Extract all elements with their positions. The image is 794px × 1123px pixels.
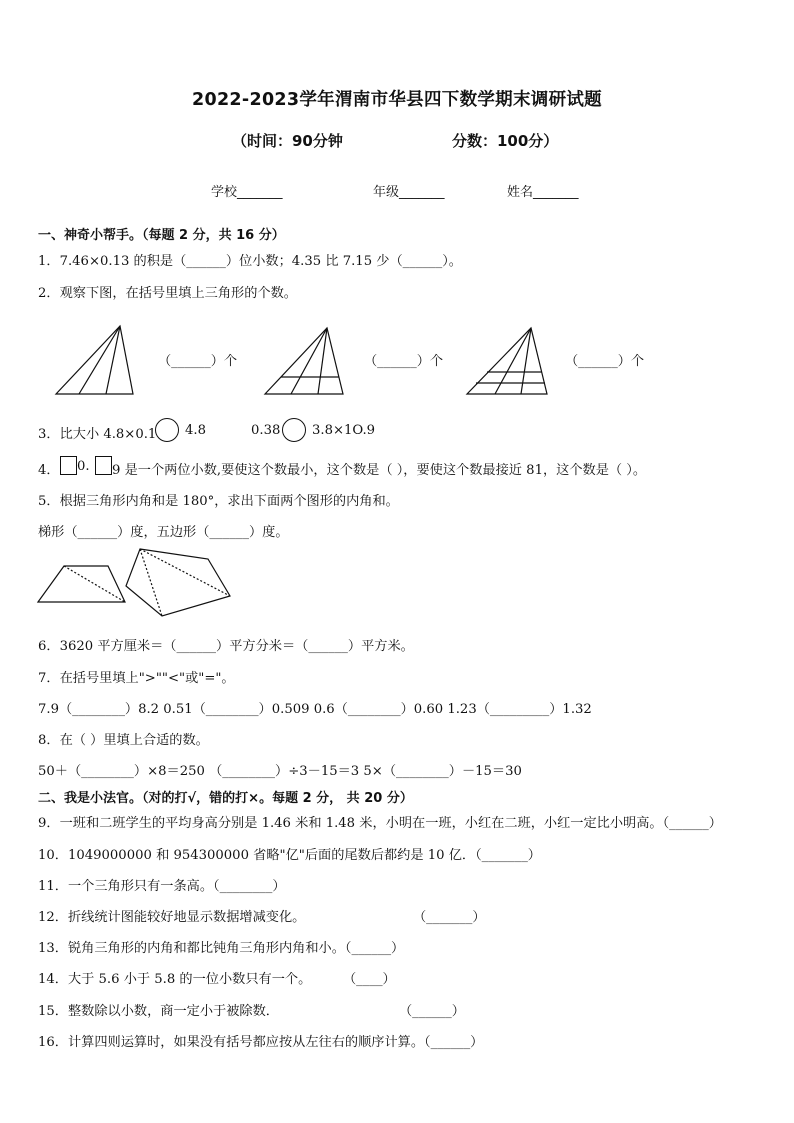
question-4-decimal: 0.: [77, 459, 90, 474]
name-field: 姓名_______: [507, 185, 579, 200]
exam-time: （时间：90分钟: [232, 132, 343, 150]
question-4-number: 4．: [38, 463, 60, 478]
question-2: 2．观察下图，在括号里填上三角形的个数。: [38, 286, 297, 301]
question-5: 5．根据三角形内角和是 180°，求出下面两个图形的内角和。: [38, 494, 399, 509]
section-1-heading: 一、神奇小帮手。（每题 2 分，共 16 分）: [38, 228, 285, 243]
q2-blank-1[interactable]: （______）个: [158, 354, 238, 369]
question-3-mid: 4.8: [185, 423, 206, 438]
digit-box-2[interactable]: [95, 456, 112, 475]
digit-box-1[interactable]: [60, 456, 77, 475]
grade-field: 年级_______: [373, 185, 445, 200]
question-5-answers: 梯形（______）度，五边形（______）度。: [38, 525, 289, 540]
trapezoid-pentagon-figure: [36, 546, 232, 620]
question-10: 10．1049000000 和 954300000 省略"亿"后面的尾数后都约是 10 亿．（_______）: [38, 848, 541, 863]
question-9: 9．一班和二班学生的平均身高分别是 1.46 米和 1.48 米，小明在一班，小红在二班，小红一定比小明高。（______）: [38, 816, 722, 831]
question-16: 16．计算四则运算时，如果没有括号都应按从左往右的顺序计算。（______）: [38, 1035, 484, 1050]
school-field: 学校_______: [211, 185, 283, 200]
question-4-text: 9 是一个两位小数,要使这个数最小，这个数是（ ），要使这个数最接近 81，这个数是（ ）。: [112, 463, 647, 478]
exam-score: 分数：100分）: [452, 132, 559, 150]
question-14: 14．大于 5.6 小于 5.8 的一位小数只有一个。: [38, 972, 312, 987]
page-title: 2022-2023学年渭南市华县四下数学期末调研试题: [192, 90, 602, 110]
compare-circle-2[interactable]: [282, 418, 306, 442]
triangle-figure-1: [54, 324, 136, 396]
question-15: 15．整数除以小数，商一定小于被除数．: [38, 1004, 279, 1019]
question-13: 13．锐角三角形的内角和都比钝角三角形内角和小。（______）: [38, 941, 405, 956]
question-7-items: 7.9（________）8.2 0.51（________）0.509 0.6（________）0.60 1.23（_________）1.32: [38, 702, 592, 717]
triangle-figure-2: [263, 326, 345, 396]
section-2-heading: 二、我是小法官。（对的打√，错的打×。每题 2 分， 共 20 分）: [38, 791, 413, 806]
question-8: 8．在（ ）里填上合适的数。: [38, 733, 209, 748]
q2-blank-3[interactable]: （______）个: [565, 354, 645, 369]
question-15-blank[interactable]: （______）: [399, 1004, 465, 1019]
question-14-blank[interactable]: （____）: [343, 972, 396, 987]
question-3-right-a: 0.38: [251, 423, 281, 438]
question-3-right-b: 3.8×1O.9: [312, 423, 376, 438]
q2-blank-2[interactable]: （______）个: [364, 354, 444, 369]
question-12-blank[interactable]: （_______）: [413, 910, 486, 925]
question-11: 11．一个三角形只有一条高。（________）: [38, 879, 286, 894]
question-6: 6．3620 平方厘米＝（______）平方分米＝（______）平方米。: [38, 639, 414, 654]
question-8-items: 50＋（________）×8＝250 （________）÷3－15＝3 5×（________）－15＝30: [38, 764, 522, 779]
triangle-figure-3: [465, 326, 551, 396]
question-3-left: 3．比大小 4.8×0.1: [38, 427, 157, 442]
question-12: 12．折线统计图能较好地显示数据增减变化。: [38, 910, 306, 925]
compare-circle-1[interactable]: [155, 418, 179, 442]
question-1: 1．7.46×0.13 的积是（______）位小数；4.35 比 7.15 少（______）。: [38, 254, 462, 269]
question-7: 7．在括号里填上">""<"或"="。: [38, 671, 235, 686]
